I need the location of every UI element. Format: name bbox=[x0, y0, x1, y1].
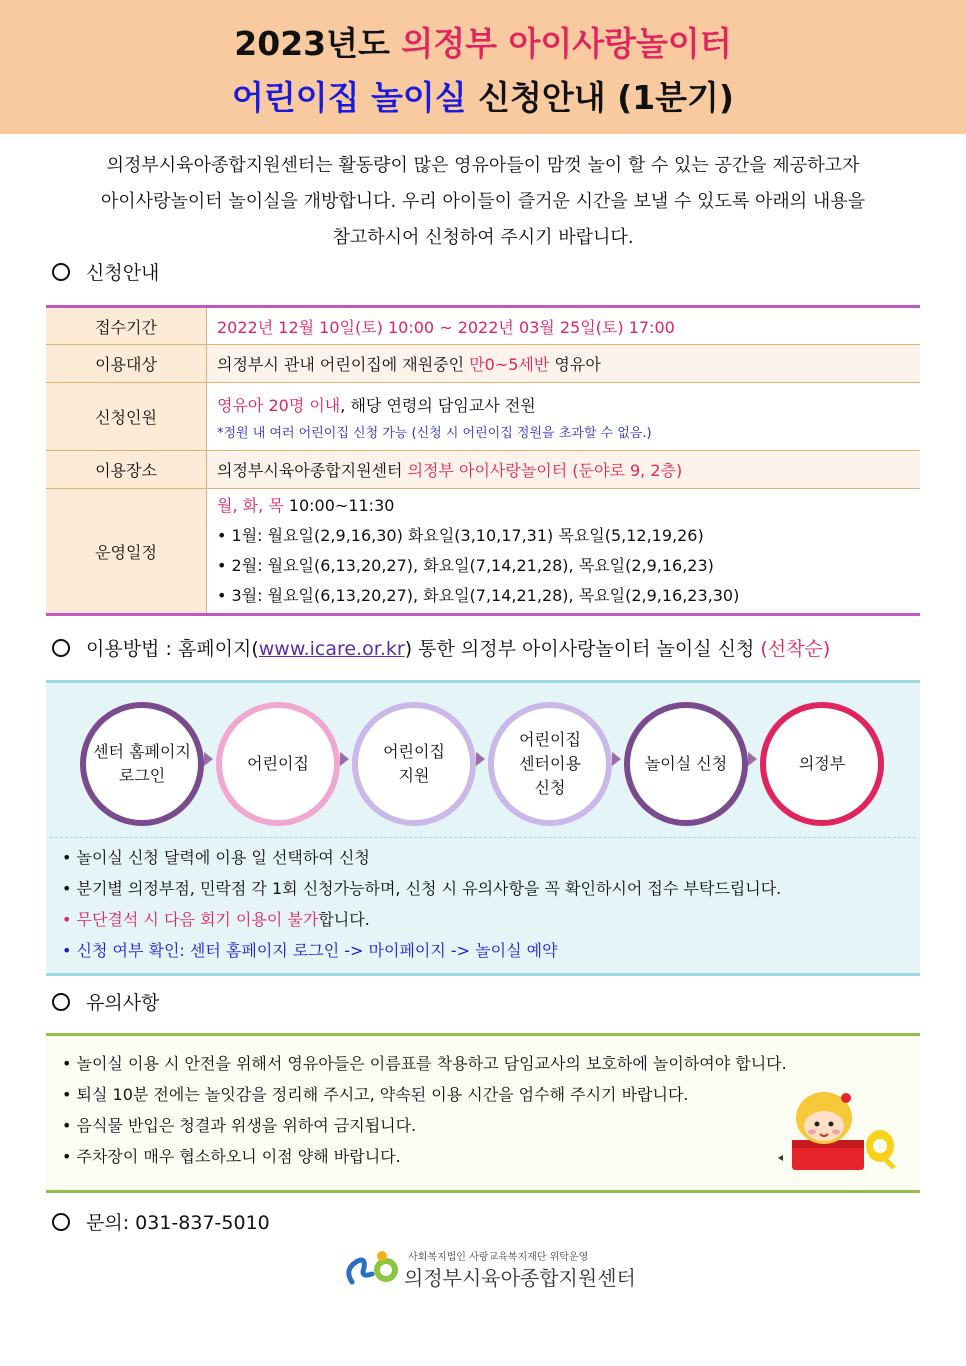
flow-step-label: 놀이실 신청 bbox=[644, 754, 728, 773]
arrow-right-icon bbox=[612, 752, 621, 766]
list-item: • 놀이실 이용 시 안전을 위해서 영유아들은 이름표를 착용하고 담임교사의 보호하에 놀이하여야 합니다. bbox=[62, 1054, 787, 1073]
flow-step-support bbox=[352, 702, 476, 826]
circle-bullet-icon bbox=[52, 639, 70, 657]
intro-line: 의정부시육아종합지원센터는 활동량이 많은 영유아들이 맘껏 놀이 할 수 있는 공간을 제공하고자 bbox=[106, 155, 860, 176]
target-label: 이용대상 bbox=[46, 345, 207, 383]
schedule-item: • 2월: 월요일(6,13,20,27), 화요일(7,14,21,28), 목요일(2,9,16,23) bbox=[217, 556, 714, 575]
intro-line: 참고하시어 신청하여 주시기 바랍니다. bbox=[332, 227, 634, 248]
title-year: 2023년도 bbox=[234, 24, 390, 63]
list-item: • 주차장이 매우 협소하오니 이점 양해 바랍니다. bbox=[62, 1147, 401, 1166]
flow-step-label: 어린이집 bbox=[247, 754, 309, 773]
table-row bbox=[46, 345, 920, 383]
application-info-table bbox=[46, 305, 920, 616]
flow-step-login bbox=[80, 702, 204, 826]
logo-name: 의정부시육아종합지원센터 bbox=[404, 1266, 636, 1290]
arrow-right-icon bbox=[340, 752, 349, 766]
schedule-item: • 3월: 월요일(6,13,20,27), 화요일(7,14,21,28), 목요일(2,9,16,23,30) bbox=[217, 586, 740, 605]
table-row bbox=[46, 383, 920, 451]
title-line-1 bbox=[0, 18, 966, 65]
target-value bbox=[207, 345, 921, 383]
title-rest: 신청안내 (1분기) bbox=[478, 78, 735, 117]
method-bullet-list bbox=[62, 842, 781, 966]
list-item: • 놀이실 신청 달력에 이용 일 선택하여 신청 bbox=[62, 848, 370, 867]
flow-step-label: 어린이집 지원 bbox=[383, 742, 445, 785]
circle-bullet-icon bbox=[52, 263, 70, 281]
period-label: 접수기간 bbox=[46, 307, 207, 345]
intro-text bbox=[60, 148, 906, 256]
absence-warning: • 무단결석 시 다음 회기 이용이 불가 bbox=[62, 910, 319, 929]
title-playroom: 놀이실 bbox=[370, 78, 467, 117]
method-first-come: (선착순) bbox=[760, 638, 831, 660]
table-row bbox=[46, 307, 920, 345]
title-city: 의정부 bbox=[401, 24, 498, 63]
homepage-link[interactable]: www.icare.or.kr bbox=[258, 638, 405, 660]
section-application-heading bbox=[52, 258, 159, 285]
period-value: 2022년 12월 10일(토) 10:00 ~ 2022년 03월 25일(토) 17:00 bbox=[207, 307, 921, 345]
title-line-2 bbox=[0, 72, 966, 119]
target-suffix: 영유아 bbox=[549, 355, 601, 374]
people-label: 신청인원 bbox=[46, 383, 207, 451]
table-row bbox=[46, 489, 920, 615]
section-method-heading bbox=[52, 634, 830, 661]
section-caution-heading bbox=[52, 988, 159, 1015]
target-prefix: 의정부시 관내 어린이집에 재원중인 bbox=[217, 355, 470, 374]
logo-mark-icon bbox=[342, 1248, 404, 1290]
arrow-right-icon bbox=[204, 752, 213, 766]
flow-step-center-use bbox=[488, 702, 612, 826]
section-title: 신청안내 bbox=[86, 262, 160, 284]
list-item: • 분기별 의정부점, 민락점 각 1회 신청가능하며, 신청 시 유의사항을 꼭 확인하시어 접수 부탁드립니다. bbox=[62, 879, 782, 898]
logo-subtitle: 사회복지법인 사랑교육복지재단 위탁운영 bbox=[408, 1252, 589, 1263]
schedule-days: 월, 화, 목 bbox=[217, 496, 284, 515]
people-limit: 영유아 20명 이내 bbox=[217, 395, 341, 415]
title-place: 아이사랑놀이터 bbox=[508, 24, 732, 63]
flow-step-uijeongbu bbox=[760, 702, 884, 826]
caution-list bbox=[62, 1048, 787, 1172]
schedule-item: • 1월: 월요일(2,9,16,30) 화요일(3,10,17,31) 목요일(5,12,19,26) bbox=[217, 526, 704, 545]
child-character-icon bbox=[770, 1088, 900, 1176]
schedule-label: 운영일정 bbox=[46, 489, 207, 615]
schedule-value bbox=[207, 489, 921, 615]
absence-suffix: 합니다. bbox=[318, 910, 370, 929]
place-value bbox=[207, 451, 921, 489]
schedule-time: 10:00~11:30 bbox=[283, 496, 395, 515]
place-label: 이용장소 bbox=[46, 451, 207, 489]
method-prefix: 이용방법 : 홈페이지( bbox=[86, 638, 259, 660]
list-item: • 음식물 반입은 청결과 위생을 위하여 금지됩니다. bbox=[62, 1116, 417, 1135]
people-note: *정원 내 여러 어린이집 신청 가능 (신청 시 어린이집 정원을 초과할 수 없음.) bbox=[217, 425, 652, 441]
method-mid: ) 통한 의정부 아이사랑놀이터 놀이실 신청 bbox=[404, 638, 761, 660]
flow-step-label: 어린이집 센터이용 신청 bbox=[519, 730, 581, 797]
circle-bullet-icon bbox=[52, 993, 70, 1011]
arrow-right-icon bbox=[476, 752, 485, 766]
flow-step-daycare bbox=[216, 702, 340, 826]
arrow-right-icon bbox=[748, 752, 757, 766]
table-row bbox=[46, 451, 920, 489]
title-daycare: 어린이집 bbox=[231, 78, 360, 117]
flow-step-playroom bbox=[624, 702, 748, 826]
target-age: 만0~5세반 bbox=[469, 355, 550, 374]
flow-step-label: 센터 홈페이지 로그인 bbox=[93, 742, 191, 785]
intro-line: 아이사랑놀이터 놀이실을 개방합니다. 우리 아이들이 즐거운 시간을 보낼 수 있도록 아래의 내용을 bbox=[100, 191, 866, 212]
center-logo bbox=[342, 1246, 642, 1292]
people-rest: , 해당 연령의 담임교사 전원 bbox=[340, 395, 536, 415]
section-title: 유의사항 bbox=[86, 992, 160, 1014]
people-value bbox=[207, 383, 921, 451]
title-banner bbox=[0, 0, 966, 134]
list-item: • 퇴실 10분 전에는 놀잇감을 정리해 주시고, 약속된 이용 시간을 엄수해 주시기 바랍니다. bbox=[62, 1085, 689, 1104]
contact-phone: 문의: 031-837-5010 bbox=[86, 1212, 270, 1234]
place-prefix: 의정부시육아종합지원센터 bbox=[217, 461, 408, 480]
flow-step-label: 의정부 bbox=[798, 754, 846, 773]
contact-info bbox=[52, 1208, 270, 1235]
place-name: 의정부 아이사랑놀이터 (둔야로 9, 2층) bbox=[407, 461, 683, 480]
list-item: • 신청 여부 확인: 센터 홈페이지 로그인 -> 마이페이지 -> 놀이실 예약 bbox=[62, 941, 558, 960]
circle-bullet-icon bbox=[52, 1213, 70, 1231]
list-item bbox=[62, 904, 781, 935]
divider bbox=[50, 837, 916, 838]
